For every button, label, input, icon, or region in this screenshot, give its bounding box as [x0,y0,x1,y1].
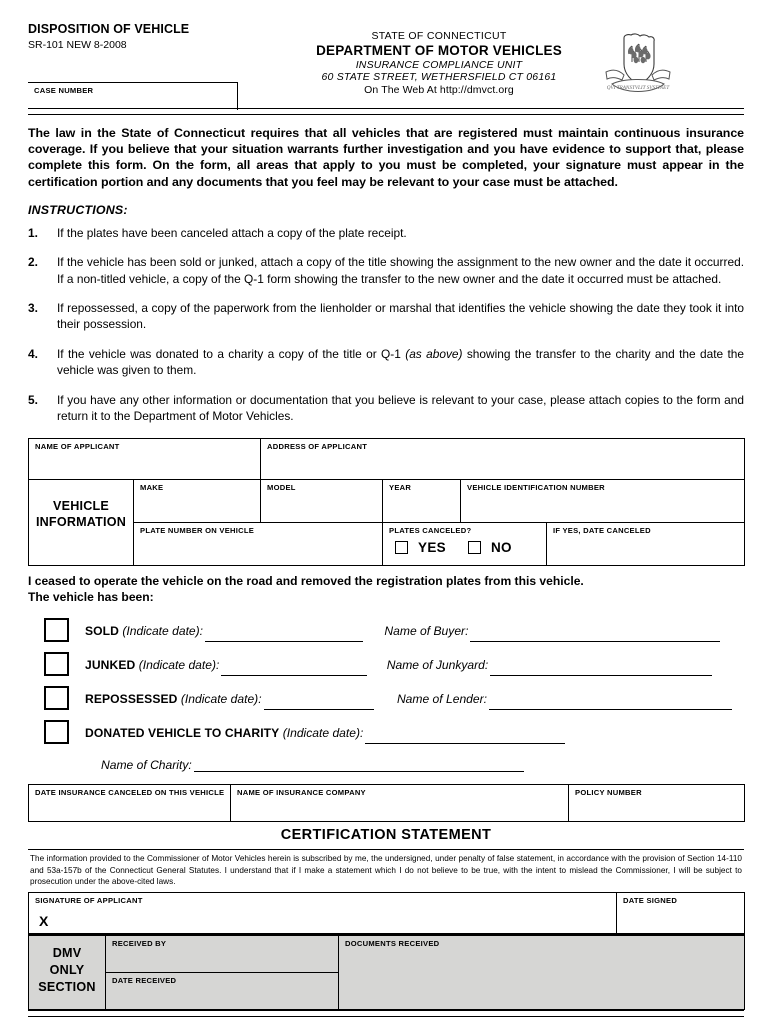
plate-number-label: PLATE NUMBER ON VEHICLE [140,526,255,536]
ceased-statement-line1: I ceased to operate the vehicle on the road and removed the registration plates from this vehicle. [28,574,584,589]
received-by-field[interactable] [106,935,339,973]
year-label: YEAR [389,483,412,493]
documents-received-field[interactable] [339,935,745,1010]
form-header [28,22,744,108]
make-label: MAKE [140,483,164,493]
department-name: DEPARTMENT OF MOTOR VEHICLES [316,42,562,58]
signature-table [28,892,745,934]
date-signed-label: DATE SIGNED [623,895,678,905]
signature-field[interactable] [29,892,617,933]
plates-canceled-no-checkbox[interactable] [468,541,481,554]
form-sheet [28,22,744,1017]
plate-number-row [29,523,745,566]
vehicle-information-label-cell [29,480,134,566]
dmv-received-by-row [29,935,745,973]
date-received-label: DATE RECEIVED [112,975,177,985]
applicant-row [29,439,745,480]
connecticut-state-seal-icon [598,28,678,104]
page-title: DISPOSITION OF VEHICLE [28,22,190,36]
signature-row [29,892,745,933]
insurance-company-label: NAME OF INSURANCE COMPANY [237,788,366,798]
sold-checkbox[interactable] [44,618,69,642]
vehicle-information-label [29,480,133,530]
name-of-buyer-input[interactable] [470,628,720,642]
repossessed-label: REPOSSESSED [85,692,178,707]
agency-website: On The Web At http://dmvct.org [364,83,514,96]
make-field[interactable] [134,480,261,523]
instruction-text-after: showing the transfer to the charity and the date the vehicle was given to them. [57,346,744,378]
certification-title: CERTIFICATION STATEMENT [280,827,492,844]
plates-canceled-no-label: NO [490,540,512,556]
disposition-option-junked [28,652,744,686]
case-number-field[interactable] [28,82,238,110]
dmv-label-line2: ONLY [49,962,85,977]
vehicle-label-line1: VEHICLE [53,499,109,514]
donated-row-text [85,720,567,744]
instruction-item-5 [28,392,744,425]
dmv-only-label-cell [29,935,106,1010]
plates-canceled-choices [383,536,546,555]
instruction-item-4 [28,346,744,379]
vehicle-information-section [28,438,744,566]
instruction-item-3 [28,300,744,333]
year-field[interactable] [383,480,461,523]
dmv-label-line3: SECTION [38,979,96,994]
date-insurance-canceled-label: DATE INSURANCE CANCELED ON THIS VEHICLE [35,788,225,798]
documents-received-label: DOCUMENTS RECEIVED [345,938,440,948]
plates-canceled-yes-checkbox[interactable] [395,541,408,554]
intro-paragraph: The law in the State of Connecticut requires that all vehicles that are registered must maintain continuous insurance coverage. If you believe that your situation warrants further investigation and you have evidence to support that, please complete this form. On the form, all areas that apply to you must be completed, your signature must appear in the certification portion and any documents that you feel may be relevant to your case must be attached. [28,126,744,189]
policy-number-field[interactable] [569,785,745,822]
insurance-table [28,784,745,822]
vin-field[interactable] [461,480,745,523]
name-of-buyer-label: Name of Buyer: [384,624,469,639]
insurance-company-field[interactable] [231,785,569,822]
name-of-charity-row [101,754,744,772]
donated-indicate-date-label: (Indicate date): [282,726,364,741]
dmv-only-label [29,936,105,996]
insurance-row [29,785,745,822]
sold-date-input[interactable] [205,628,363,642]
instruction-number: 5. [28,392,38,407]
instructions-heading: INSTRUCTIONS: [28,202,128,217]
instruction-number: 2. [28,255,38,270]
agency-address: 60 STATE STREET, WETHERSFIELD CT 06161 [321,71,557,83]
sold-indicate-date-label: (Indicate date): [122,624,204,639]
name-of-lender-input[interactable] [489,696,732,710]
repossessed-row-text [85,686,734,710]
date-signed-field[interactable] [617,892,745,933]
model-field[interactable] [261,480,383,523]
donated-checkbox[interactable] [44,720,69,744]
junked-indicate-date-label: (Indicate date): [138,658,220,673]
plate-number-field[interactable] [134,523,383,566]
donated-date-input[interactable] [365,730,565,744]
case-number-label: CASE NUMBER [34,86,94,95]
policy-number-label: POLICY NUMBER [575,788,642,798]
plates-canceled-yes-label: YES [418,540,446,556]
disposition-option-donated [28,720,744,754]
disposition-option-repossessed [28,686,744,720]
sold-row-text [85,618,722,642]
plates-canceled-field[interactable] [383,523,547,566]
instruction-number: 1. [28,225,38,240]
disposition-section [28,566,744,772]
state-name: STATE OF CONNECTICUT [371,30,507,42]
instruction-item-2 [28,254,744,287]
header-agency-block [274,30,604,96]
junked-label: JUNKED [85,658,136,673]
signature-label: SIGNATURE OF APPLICANT [35,895,143,905]
signature-x-mark: X [39,912,49,929]
plates-canceled-label: PLATES CANCELED? [389,526,472,536]
instruction-text: If you have any other information or documentation that you believe is relevant to your case, please attach copies to the form and return it to the Department of Motor Vehicles. [57,392,744,424]
junked-date-input[interactable] [221,662,367,676]
unit-name: INSURANCE COMPLIANCE UNIT [355,58,523,71]
repossessed-date-input[interactable] [264,696,374,710]
name-of-applicant-label: NAME OF APPLICANT [35,442,120,452]
name-of-junkyard-label: Name of Junkyard: [386,658,489,673]
junked-row-text [85,652,714,676]
disposition-option-sold [28,618,744,652]
instruction-text: If the vehicle has been sold or junked, attach a copy of the title showing the assignment to the new owner and the date it occurred. If a non-titled vehicle, a copy of the Q-1 form showing the transfer to the new owner and the date it occurred must be attached. [57,255,744,286]
sold-label: SOLD [85,624,119,639]
vehicle-label-line2: INFORMATION [35,515,127,530]
instruction-item-1 [28,225,744,241]
form-code: SR-101 NEW 8-2008 [28,39,127,51]
name-of-applicant-field[interactable] [29,439,261,480]
disposition-options-list [28,618,744,772]
certification-body: The information provided to the Commissioner of Motor Vehicles herein is subscribed by me, the undersigned, under penalty of false statement, in accordance with the provision of Section 14-110 and 53a-157b of the Connecticut General Statutes. I understand that if I make a statement which I do not believe to be true, with the intent to mislead the Commissioner, I will be subject to prosecution under the above-cited laws. [30,854,742,887]
svg-text:QVI TRANSTVLIT SVSTINET: QVI TRANSTVLIT SVSTINET [606,85,670,91]
junked-checkbox[interactable] [44,652,69,676]
name-of-junkyard-input[interactable] [490,662,712,676]
instructions-list [28,225,744,425]
name-of-lender-label: Name of Lender: [396,692,488,707]
instruction-text: If the plates have been canceled attach a copy of the plate receipt. [57,225,407,240]
address-of-applicant-label: ADDRESS OF APPLICANT [267,442,368,452]
footer-divider-rule [28,1010,744,1017]
if-yes-date-canceled-field[interactable] [547,523,745,566]
if-yes-date-canceled-label: IF YES, DATE CANCELED [553,526,651,536]
ceased-statement-line2: The vehicle has been: [28,590,154,605]
vehicle-information-table [28,438,745,566]
insurance-section [28,784,744,822]
instruction-number: 3. [28,301,38,316]
header-left-block [28,22,278,52]
repossessed-indicate-date-label: (Indicate date): [180,692,262,707]
vehicle-make-row [29,480,745,523]
received-by-label: RECEIVED BY [112,938,167,948]
repossessed-checkbox[interactable] [44,686,69,710]
donated-label: DONATED VEHICLE TO CHARITY [85,726,280,741]
instruction-text-before: If the vehicle was donated to a charity a copy of the title or Q-1 [57,346,406,361]
instruction-number: 4. [28,346,38,361]
date-insurance-canceled-field[interactable] [29,785,231,822]
model-label: MODEL [267,483,296,493]
instruction-text-italic: (as above) [405,346,463,361]
dmv-only-table [28,934,745,1010]
vin-label: VEHICLE IDENTIFICATION NUMBER [467,483,605,493]
address-of-applicant-field[interactable] [261,439,745,480]
name-of-charity-label: Name of Charity: [101,758,192,773]
name-of-charity-input[interactable] [194,758,524,772]
instruction-text: If repossessed, a copy of the paperwork from the lienholder or marshal that identifies the vehicle showing the date they took it into their possession. [57,301,744,332]
dmv-label-line1: DMV [52,945,82,960]
date-received-field[interactable] [106,972,339,1009]
